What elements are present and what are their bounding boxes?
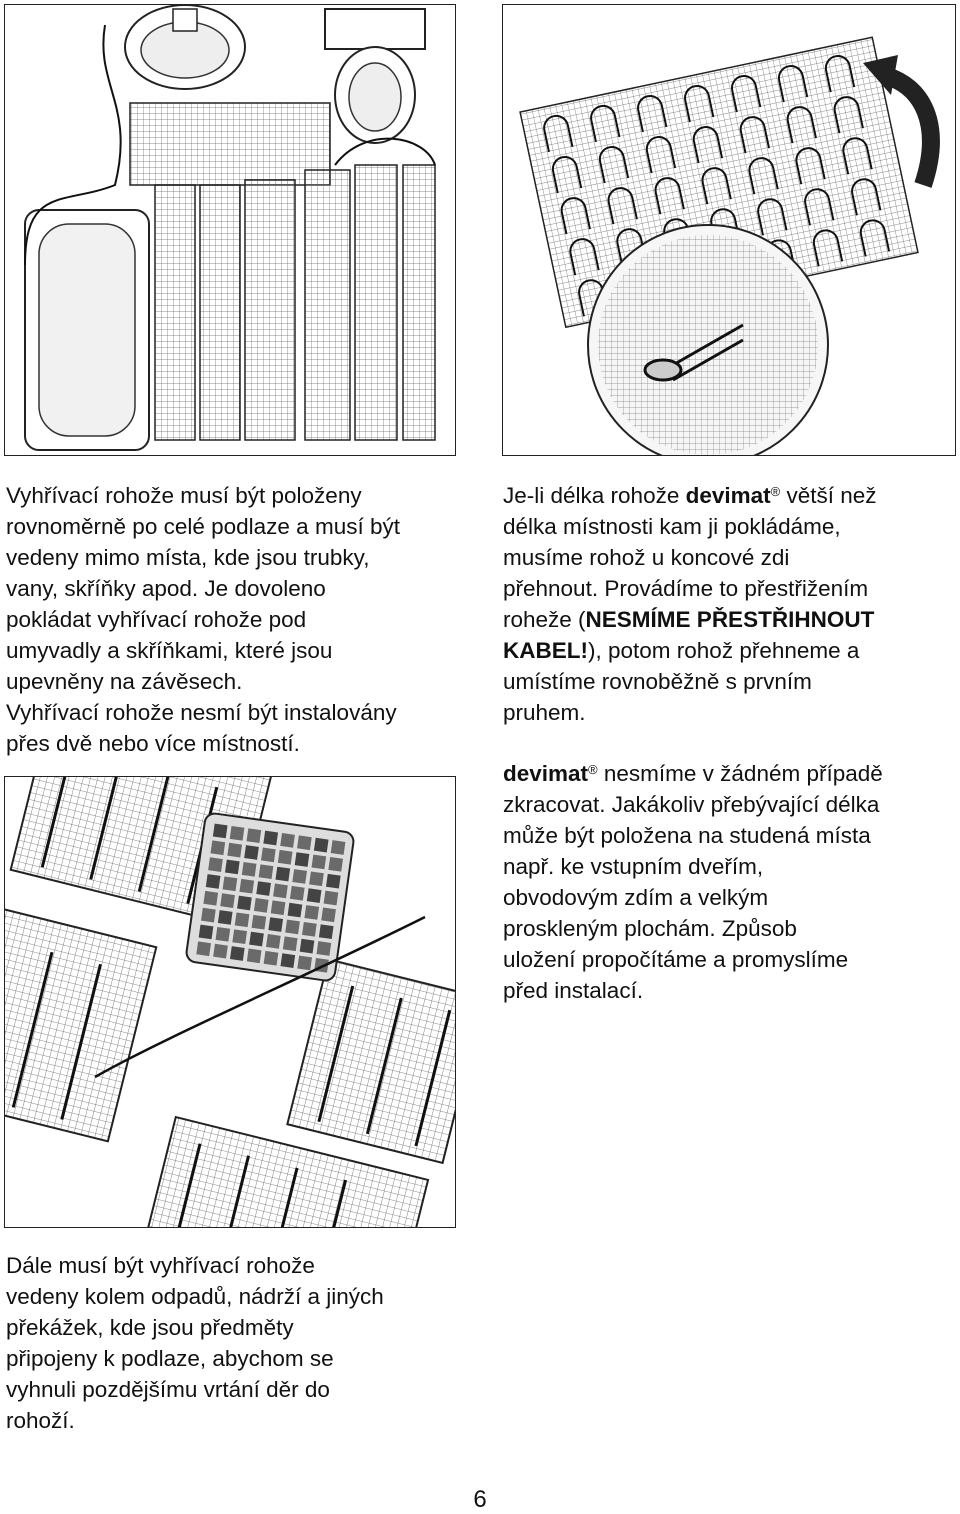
grate-cell (297, 835, 312, 850)
grate-cell (247, 949, 262, 964)
grate-cell (321, 907, 336, 922)
grate-cell (300, 939, 315, 954)
text-line: délka místnosti kam ji pokládáme, (503, 514, 841, 539)
grate-cell (280, 833, 295, 848)
grate-cell (280, 953, 295, 968)
obstacle-paragraph (6, 1250, 486, 1436)
registered-mark: ® (588, 762, 598, 777)
grate-cell (309, 871, 324, 886)
grate-cell (199, 925, 214, 940)
grate-cell (249, 932, 264, 947)
grate-cell (216, 927, 231, 942)
grate-cell (259, 864, 274, 879)
grate-cell (326, 874, 341, 889)
grate-cell (203, 891, 218, 906)
text-line: vedeny kolem odpadů, nádrží a jiných (6, 1284, 384, 1309)
text-line: vyhnuli pozdějšímu vrtání děr do (6, 1377, 330, 1402)
grate-cell (256, 881, 271, 896)
text-line: upevněny na závěsech. (6, 669, 243, 694)
grate-cell (307, 888, 322, 903)
grate-cell (285, 920, 300, 935)
grate-cell (312, 855, 327, 870)
text-line: může být položena na studená místa (503, 823, 871, 848)
grate-cell (201, 908, 216, 923)
grate-cell (239, 879, 254, 894)
text-line: musíme rohož u koncové zdi (503, 545, 790, 570)
text-line: před instalací. (503, 978, 644, 1003)
page-number: 6 (473, 1486, 487, 1513)
text-line: zkracovat. Jakákoliv přebývající délka (503, 792, 880, 817)
grate-cell (227, 843, 242, 858)
grate-cell (297, 956, 312, 971)
grate-cell (317, 941, 332, 956)
text-line: proskleným plochám. Způsob (503, 916, 797, 941)
grate-cell (278, 850, 293, 865)
mat-cutting-illustration (502, 4, 956, 456)
grate-cell (283, 936, 298, 951)
grate-cell (290, 886, 305, 901)
grate-cell (235, 912, 250, 927)
grate-cell (213, 824, 228, 839)
grate-cell (261, 848, 276, 863)
text-line: umístíme rovnoběžně s prvním (503, 669, 812, 694)
grate-cell (244, 845, 259, 860)
grate-cell (254, 898, 269, 913)
grate-cell (271, 900, 286, 915)
intro-paragraph (6, 480, 476, 759)
text-line: pokládat vyhřívací rohože pod (6, 607, 307, 632)
grate-cell (288, 903, 303, 918)
grate-cell (237, 896, 252, 911)
shortening-warning-paragraph (503, 758, 958, 1006)
grate-cell (314, 838, 329, 853)
grate-cell (275, 867, 290, 882)
text-line: Vyhřívací rohože nesmí být instalovány (6, 700, 397, 725)
grate-cell (242, 862, 257, 877)
brand-name: devimat (503, 761, 589, 786)
text-line: přes dvě nebo více místností. (6, 731, 300, 756)
warning-text: KABEL! (503, 638, 588, 663)
text-segment: Je-li délka rohože (503, 483, 686, 508)
text-line: pruhem. (503, 700, 586, 725)
text-line: překážek, kde jsou předměty (6, 1315, 294, 1340)
grate-cell (266, 934, 281, 949)
grate-cell (218, 910, 233, 925)
grate-cell (230, 946, 245, 961)
drain-layout-illustration (4, 776, 456, 1228)
grate-cell (331, 840, 346, 855)
grate-cell (247, 828, 262, 843)
grate-cell (324, 891, 339, 906)
text-segment: větší než (780, 483, 877, 508)
text-line: Dále musí být vyhřívací rohože (6, 1253, 315, 1278)
text-segment: nesmíme v žádném případě (597, 761, 883, 786)
grate-cell (273, 884, 288, 899)
text-line: vany, skříňky apod. Je dovoleno (6, 576, 326, 601)
grate-cell (304, 905, 319, 920)
grate-cell (252, 915, 267, 930)
text-line: např. ke vstupním dveřím, (503, 854, 764, 879)
fold-instructions-paragraph (503, 480, 958, 728)
text-line: Vyhřívací rohože musí být položeny (6, 483, 362, 508)
warning-text: NESMÍME PŘESTŘIHNOUT (585, 607, 875, 632)
grate-cell (208, 857, 223, 872)
grate-cell (264, 951, 279, 966)
grate-cell (302, 922, 317, 937)
grate-cell (225, 860, 240, 875)
grate-cell (328, 857, 343, 872)
bathroom-layout-illustration (4, 4, 456, 456)
grate-cell (213, 944, 228, 959)
text-line: rohoží. (6, 1408, 75, 1433)
grate-cell (220, 893, 235, 908)
grate-cell (211, 840, 226, 855)
text-line: umyvadly a skříňkami, které jsou (6, 638, 333, 663)
grate-cell (232, 929, 247, 944)
drain-grate-icon (185, 812, 354, 981)
grate-cell (223, 876, 238, 891)
text-line: připojeny k podlaze, abychom se (6, 1346, 334, 1371)
grate-cell (196, 941, 211, 956)
text-line: vedeny mimo místa, kde jsou trubky, (6, 545, 370, 570)
text-line: uložení propočítáme a promyslíme (503, 947, 849, 972)
grate-cell (206, 874, 221, 889)
registered-mark: ® (770, 484, 781, 499)
text-segment: roheže ( (503, 607, 586, 632)
grate-cell (292, 869, 307, 884)
text-line: přehnout. Provádíme to přestřižením (503, 576, 869, 601)
text-segment: ), potom rohož přehneme a (588, 638, 860, 663)
text-line: rovnoměrně po celé podlaze a musí být (6, 514, 400, 539)
grate-cell (268, 917, 283, 932)
grate-cell (319, 924, 334, 939)
grate-cell (295, 852, 310, 867)
grate-cell (230, 826, 245, 841)
brand-name: devimat (685, 483, 771, 508)
text-line: obvodovým zdím a velkým (503, 885, 769, 910)
grate-cell (263, 831, 278, 846)
